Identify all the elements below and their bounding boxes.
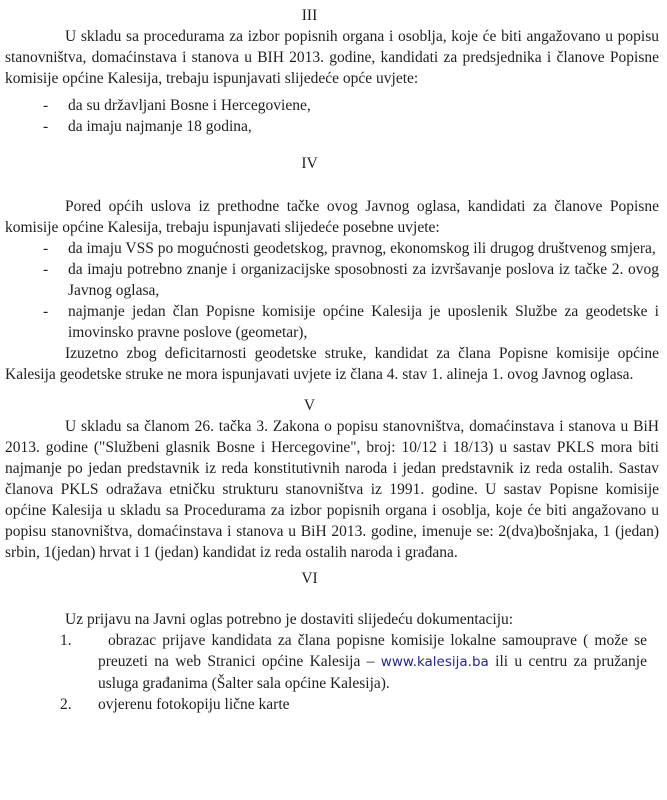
item-text-before-link: obrazac prijave kandidata za člana popisne komisije lokalne samouprave ( može se preuzeti na web Stranici općine Kalesija – xyxy=(98,632,647,670)
section-iii-paragraph: U skladu sa procedurama za izbor popisnih organa i osoblja, koje će biti angažovano u popisu stanovništva, domaćinstava i stanova u BIH 2013. godine, kandidati za predsjednika i članove Popisne komisije općine Kalesija, trebaju ispunjavati slijedeće opće uvjete: xyxy=(5,28,659,87)
item-text xyxy=(98,630,659,694)
section-vi-intro: Uz prijavu na Javni oglas potrebno je dostaviti slijedeću dokumentaciju: xyxy=(65,611,514,628)
bullet-text: da imaju najmanje 18 godina, xyxy=(68,118,252,135)
bullet-dash: - xyxy=(43,303,49,320)
section-heading-iii: III xyxy=(301,7,318,24)
numbered-item xyxy=(5,694,659,715)
section-iii-bullet-list xyxy=(5,95,659,137)
list-item xyxy=(5,95,659,116)
section-heading-iv: IV xyxy=(301,155,318,172)
section-heading-vi: VI xyxy=(301,570,318,587)
list-item xyxy=(5,238,659,259)
section-vi-numbered-list xyxy=(5,630,659,715)
bullet-text: da imaju potrebno znanje i organizacijske sposobnosti za izvršavanje poslova iz tačke 2. ovog Javnog oglasa, xyxy=(68,261,659,299)
list-item xyxy=(5,301,659,343)
bullet-dash: - xyxy=(43,240,49,257)
bullet-text: najmanje jedan član Popisne komisije općine Kalesija je uposlenik Službe za geodetske i imovinsko pravne poslove (geometar), xyxy=(68,303,659,341)
bullet-text: da imaju VSS po mogućnosti geodetskog, pravnog, ekonomskog ili drugog društvenog smjera, xyxy=(68,240,656,257)
bullet-text: da su državljani Bosne i Hercegoviene, xyxy=(68,97,311,114)
section-heading-v: V xyxy=(303,397,316,414)
list-item xyxy=(5,116,659,137)
item-number: 1. xyxy=(60,632,72,649)
bullet-dash: - xyxy=(43,261,49,278)
item-number: 2. xyxy=(60,696,72,713)
item-text: ovjerenu fotokopiju lične karte xyxy=(98,696,290,713)
bullet-dash: - xyxy=(43,118,49,135)
numbered-item xyxy=(5,630,659,694)
section-iv-paragraph: Pored općih uslova iz prethodne tačke ovog Javnog oglasa, kandidati za članove Popisne komisije općine Kalesija, trebaju ispunjavati slijedeće posebne uvjete: xyxy=(5,198,659,236)
item-text-after-link: ili u centru za pružanje usluga građanima (Šalter sala općine Kalesija). xyxy=(98,653,647,692)
section-v-paragraph: U skladu sa članom 26. tačka 3. Zakona o popisu stanovništva, domaćinstava i stanova u BiH 2013. godine ("Službeni glasnik Bosne i Hercegovine", broj: 10/12 i 18/13) u sastav PKLS mora biti najmanje po jedan predstavnik iz reda konstitutivnih naroda i jedan predstavnik iz reda ostalih. Sastav članova PKLS odražava etničku strukturu stanovništva iz 1991. godine. U sastav Popisne komisije općine Kalesija u skladu sa Procedurama za izbor popisnih organa i osoblja, koje će biti angažovano u popisu stanovništva, domaćinstava i stanova u BiH 2013. godine, imenuje se: 2(dva)bošnjaka, 1 (jedan) srbin, 1(jedan) hrvat i 1 (jedan) kandidat iz reda ostalih naroda i građana. xyxy=(5,418,659,561)
section-iv-bullet-list xyxy=(5,238,659,343)
kalesija-website-link[interactable]: www.kalesija.ba xyxy=(380,654,489,670)
list-item xyxy=(5,259,659,301)
section-iv-paragraph-2: Izuzetno zbog deficitarnosti geodetske struke, kandidat za člana Popisne komisije općine Kalesija geodetske struke ne mora ispunjavati uvjete iz člana 4. stav 1. alineja 1. ovog Javnog oglasa. xyxy=(5,345,659,383)
bullet-dash: - xyxy=(43,97,49,114)
